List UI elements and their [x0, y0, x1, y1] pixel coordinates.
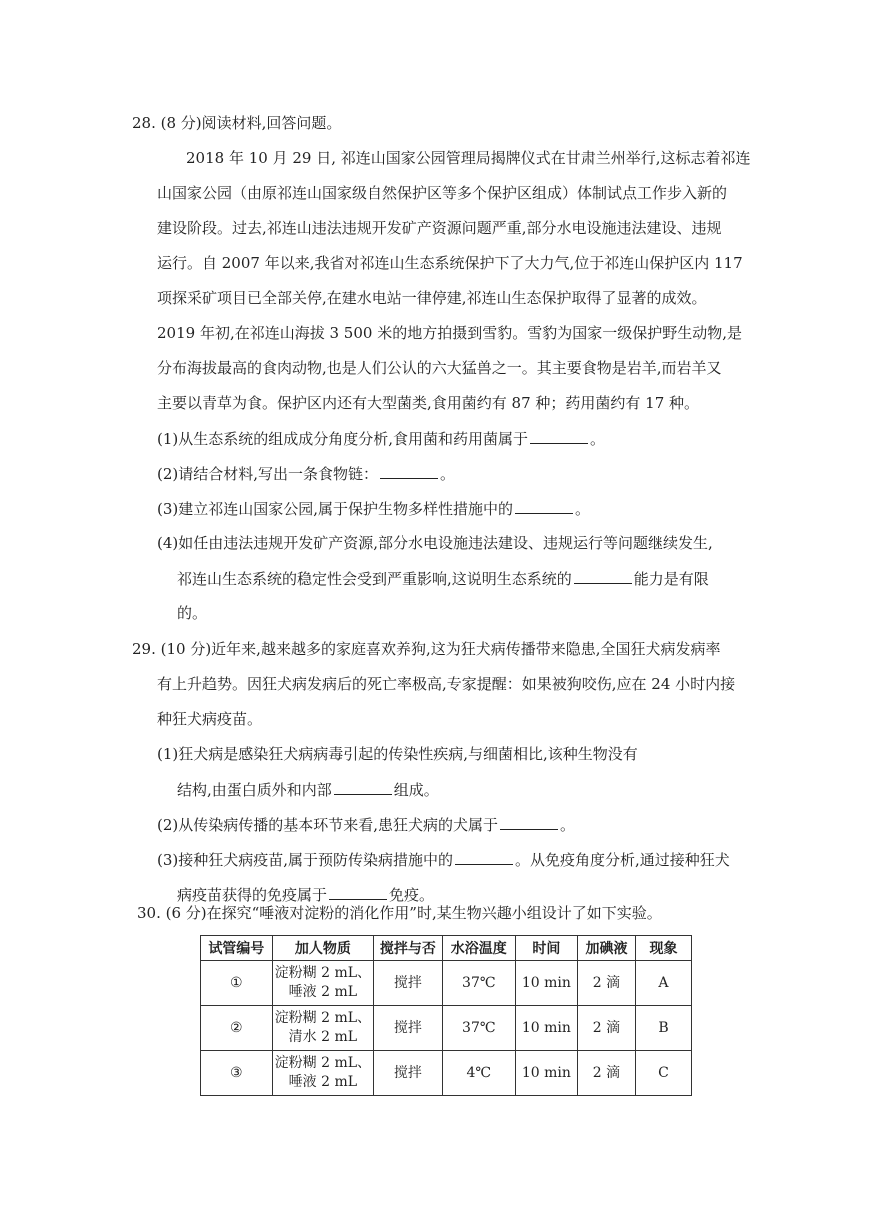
result-cell: A [635, 961, 691, 1006]
substance-line: 淀粉糊 2 mL、 [274, 1055, 372, 1071]
q28-sub3 [157, 498, 590, 519]
stir-cell: 搅拌 [374, 961, 443, 1006]
table-row [201, 1006, 692, 1051]
substance-line: 淀粉糊 2 mL、 [274, 1010, 372, 1026]
table-header: 水浴温度 [442, 936, 515, 961]
answer-blank[interactable] [515, 498, 573, 514]
iodine-cell: 2 滴 [577, 1051, 635, 1096]
q28-passage-line: 主要以青草为食。保护区内还有大型菌类,食用菌约有 87 种；药用菌约有 17 种。 [157, 394, 700, 412]
q29-line: 29. (10 分)近年来,越来越多的家庭喜欢养狗,这为狂犬病传播带来隐患,全国狂犬病发病率 [132, 640, 721, 658]
q28-passage-line: 分布海拔最高的食肉动物,也是人们公认的六大猛兽之一。其主要食物是岩羊,而岩羊又 [157, 359, 722, 377]
q28-passage-line: 2018 年 10 月 29 日, 祁连山国家公园管理局揭牌仪式在甘肃兰州举行,这标志着祁连 [186, 149, 751, 167]
q28-sub3-text: (3)建立祁连山国家公园,属于保护生物多样性措施中的 [157, 500, 514, 518]
q28-sub4-text-end: 能力是有限 [633, 570, 709, 588]
q28-sub4-text: 祁连山生态系统的稳定性会受到严重影响,这说明生态系统的 [177, 570, 572, 588]
answer-blank[interactable] [500, 814, 558, 830]
time-cell: 10 min [515, 961, 577, 1006]
q28-sub1-end: 。 [590, 430, 606, 448]
table-row [201, 961, 692, 1006]
q28-passage-line: 建设阶段。过去,祁连山违法违规开发矿产资源问题严重,部分水电设施违法建设、违规 [157, 219, 722, 237]
answer-blank[interactable] [329, 884, 387, 900]
tube-id: ③ [201, 1051, 273, 1096]
q29-sub3-line1 [157, 849, 730, 870]
q29-sub3-end: 免疫。 [389, 886, 435, 904]
q28-sub3-end: 。 [575, 500, 591, 518]
stir-cell: 搅拌 [374, 1051, 443, 1096]
table-header: 试管编号 [201, 936, 273, 961]
q28-sub4-line1: (4)如任由违法违规开发矿产资源,部分水电设施违法建设、违规运行等问题继续发生, [157, 534, 713, 552]
q28-passage-line: 运行。自 2007 年以来,我省对祁连山生态系统保护下了大力气,位于祁连山保护区内 117 [157, 254, 743, 272]
q28-sub1-text: (1)从生态系统的组成成分角度分析,食用菌和药用菌属于 [157, 430, 529, 448]
stir-cell: 搅拌 [374, 1006, 443, 1051]
answer-blank[interactable] [574, 568, 632, 584]
table-header-row [201, 936, 692, 961]
table-header: 搅拌与否 [374, 936, 443, 961]
q28-sub4-line3: 的。 [177, 604, 208, 622]
result-cell: B [635, 1006, 691, 1051]
temp-cell: 4℃ [442, 1051, 515, 1096]
substance-line: 淀粉糊 2 mL、 [274, 965, 372, 981]
q28-passage-line: 山国家公园（由原祁连山国家级自然保护区等多个保护区组成）体制试点工作步入新的 [157, 184, 728, 202]
q29-sub2-text: (2)从传染病传播的基本环节来看,患狂犬病的犬属于 [157, 816, 499, 834]
q29-sub2-end: 。 [560, 816, 576, 834]
q28-sub2-text: (2)请结合材料,写出一条食物链： [157, 465, 379, 483]
q29-line: 有上升趋势。因狂犬病发病后的死亡率极高,专家提醒：如果被狗咬伤,应在 24 小时内接 [157, 675, 736, 693]
table-header: 加人物质 [272, 936, 373, 961]
table-header: 时间 [515, 936, 577, 961]
q29-sub1-end: 组成。 [393, 781, 439, 799]
substance-line: 清水 2 mL [288, 1029, 358, 1045]
q28-sub1 [157, 428, 605, 449]
iodine-cell: 2 滴 [577, 961, 635, 1006]
q28-sub4-line2 [177, 568, 709, 589]
tube-id: ② [201, 1006, 273, 1051]
q28-sub2-end: 。 [440, 465, 456, 483]
result-cell: C [635, 1051, 691, 1096]
q28-passage-line: 2019 年初,在祁连山海拔 3 500 米的地方拍摄到雪豹。雪豹为国家一级保护野生动物,是 [157, 324, 742, 342]
q29-sub3-line2 [177, 884, 434, 905]
q28-heading: 28. (8 分)阅读材料,回答问题。 [132, 114, 342, 132]
answer-blank[interactable] [530, 428, 588, 444]
experiment-table [200, 935, 692, 1096]
substance-line: 唾液 2 mL [288, 984, 358, 1000]
table-header: 现象 [635, 936, 691, 961]
substance-cell [272, 1051, 373, 1096]
time-cell: 10 min [515, 1006, 577, 1051]
q29-sub2 [157, 814, 575, 835]
temp-cell: 37℃ [442, 961, 515, 1006]
substance-cell [272, 1006, 373, 1051]
answer-blank[interactable] [380, 463, 438, 479]
q29-sub1-text: 结构,由蛋白质外和内部 [177, 781, 332, 799]
q29-sub3-text-end: 。从免疫角度分析,通过接种狂犬 [515, 851, 730, 869]
substance-cell [272, 961, 373, 1006]
table-header: 加碘液 [577, 936, 635, 961]
tube-id: ① [201, 961, 273, 1006]
q28-passage-line: 项探采矿项目已全部关停,在建水电站一律停建,祁连山生态保护取得了显著的成效。 [157, 289, 707, 307]
table-row [201, 1051, 692, 1096]
substance-line: 唾液 2 mL [288, 1074, 358, 1090]
q29-line: 种狂犬病疫苗。 [157, 710, 263, 728]
q29-sub3-text: (3)接种狂犬病疫苗,属于预防传染病措施中的 [157, 851, 454, 869]
answer-blank[interactable] [455, 849, 513, 865]
q30-heading: 30. (6 分)在探究“唾液对淀粉的消化作用”时,某生物兴趣小组设计了如下实验。 [137, 904, 662, 922]
answer-blank[interactable] [334, 779, 392, 795]
time-cell: 10 min [515, 1051, 577, 1096]
q29-sub1-line1: (1)狂犬病是感染狂犬病病毒引起的传染性疾病,与细菌相比,该种生物没有 [157, 745, 638, 763]
temp-cell: 37℃ [442, 1006, 515, 1051]
iodine-cell: 2 滴 [577, 1006, 635, 1051]
q29-sub1-line2 [177, 779, 439, 800]
q28-sub2 [157, 463, 455, 484]
q29-sub3-text2: 病疫苗获得的免疫属于 [177, 886, 328, 904]
